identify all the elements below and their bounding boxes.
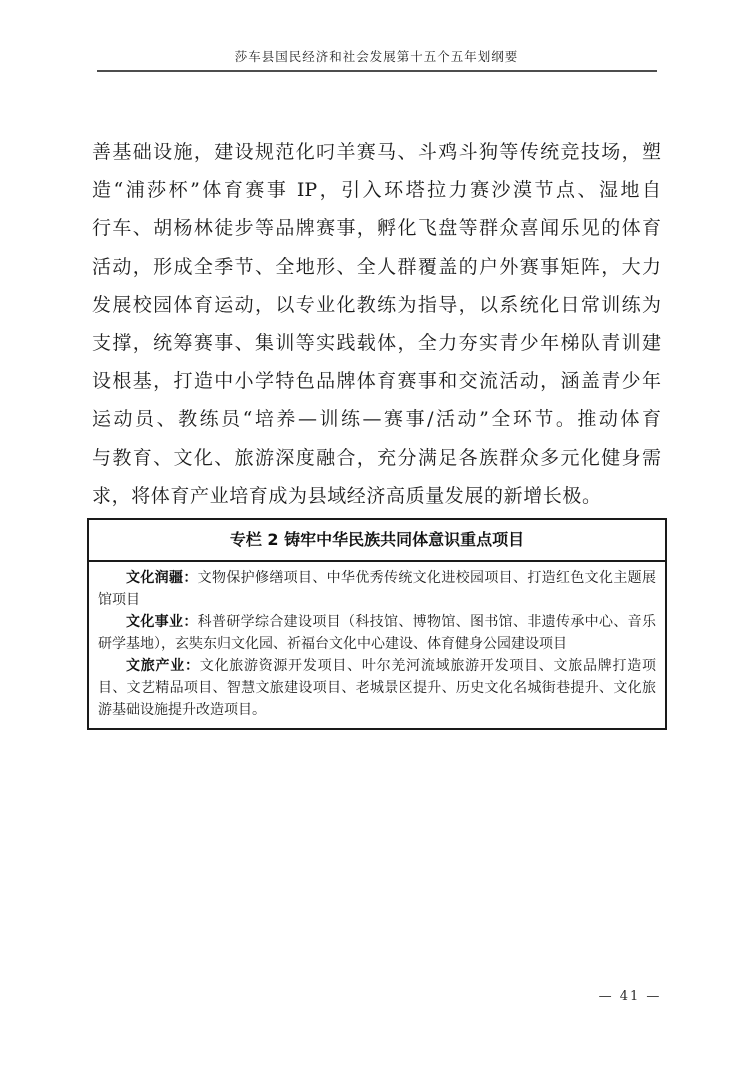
entry-text: 科普研学综合建设项目（科技馆、博物馆、图书馆、非遗传承中心、音乐研学基地），玄奘东归文化园、祈福台文化中心建设、体育健身公园建设项目 [98,614,657,652]
entry-text: 文化旅游资源开发项目、叶尔羌河流域旅游开发项目、文旅品牌打造项目、文艺精品项目、智慧文旅建设项目、老城景区提升、历史文化名城街巷提升、文化旅游基础设施提升改造项目。 [98,658,657,718]
header-divider [97,70,657,72]
body-line: 发展校园体育运动，以专业化教练为指导，以系统化日常训练为 [92,293,661,316]
entry-label: 文化润疆： [126,570,198,586]
callout-box-title: 专栏 2 铸牢中华民族共同体意识重点项目 [89,520,665,562]
body-line: 善基础设施，建设规范化叼羊赛马、斗鸡斗狗等传统竞技场，塑 [92,141,661,163]
body-paragraph [92,133,661,515]
body-line: 运动员、教练员“培养—训练—赛事/活动”全环节。推动体育 [92,408,661,431]
callout-entry-culture-tourism-industry [98,655,656,721]
body-line: 造“浦莎杯”体育赛事 IP，引入环塔拉力赛沙漠节点、湿地自 [92,179,661,202]
body-line: 支撑，统筹赛事、集训等实践载体，全力夯实青少年梯队青训建 [92,332,661,355]
entry-label: 文旅产业： [126,658,200,674]
entry-label: 文化事业： [126,614,198,630]
callout-entry-cultural-programs [98,611,656,655]
body-line: 行车、胡杨林徒步等品牌赛事，孵化飞盘等群众喜闻乐见的体育 [92,217,661,240]
callout-entry-culture-enrichment [98,567,656,611]
body-line: 与教育、文化、旅游深度融合，充分满足各族群众多元化健身需 [92,446,661,469]
page-number: — 41 — [598,989,662,1004]
body-line: 活动，形成全季节、全地形、全人群覆盖的户外赛事矩阵，大力 [92,255,661,278]
callout-box-body [89,562,665,728]
callout-box [87,518,667,730]
body-line: 设根基，打造中小学特色品牌体育赛事和交流活动，涵盖青少年 [92,370,661,393]
running-header-title: 莎车县国民经济和社会发展第十五个五年划纲要 [234,49,519,64]
entry-text: 文物保护修缮项目、中华优秀传统文化进校园项目、打造红色文化主题展馆项目 [98,570,657,608]
body-line: 求，将体育产业培育成为县域经济高质量发展的新增长极。 [92,484,602,507]
